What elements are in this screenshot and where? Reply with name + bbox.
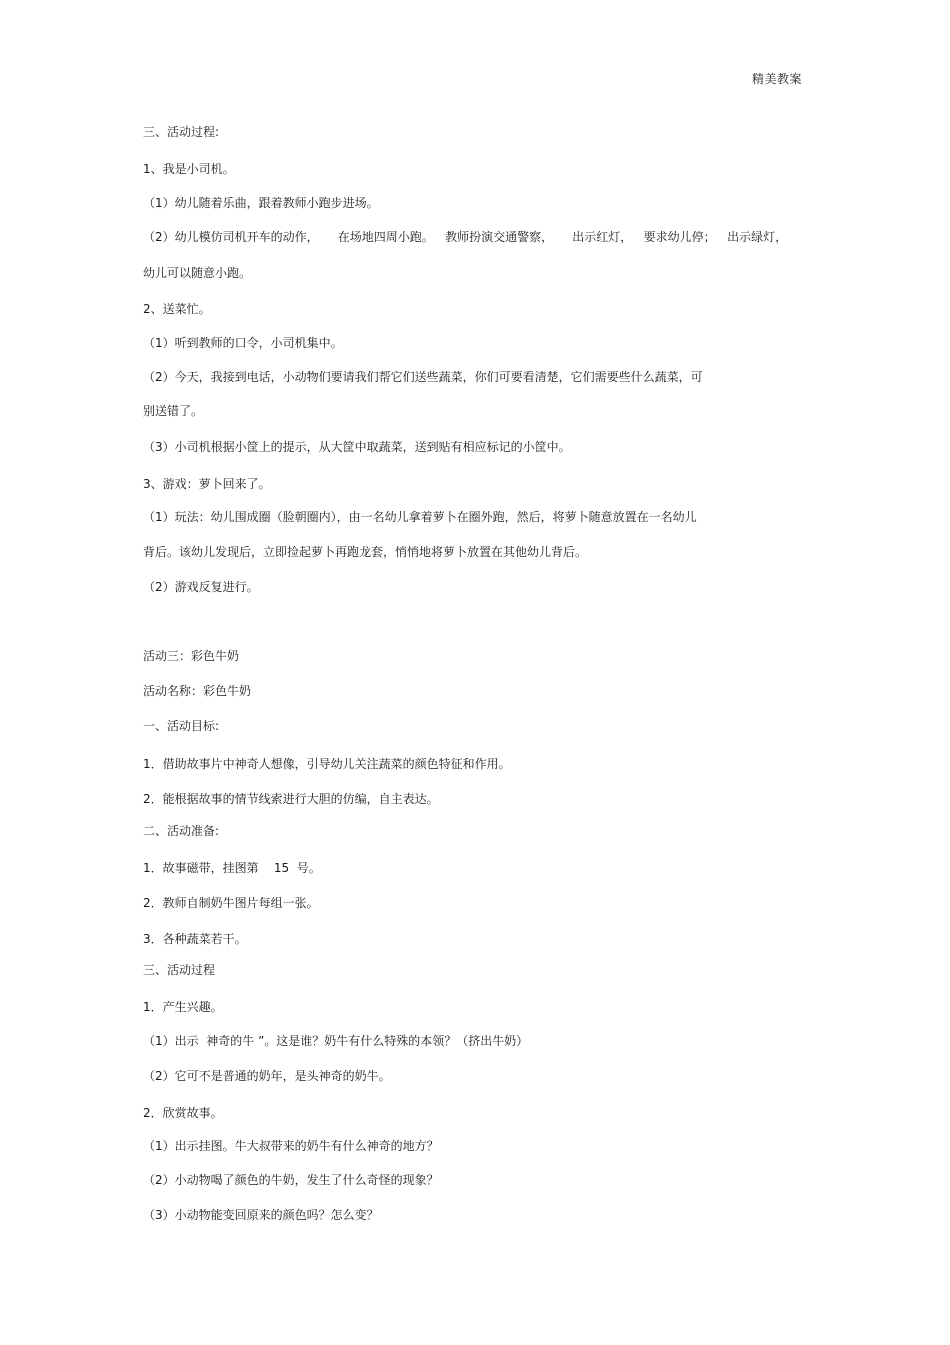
text-line: 背后。该幼儿发现后，立即捡起萝卜再跑龙套，悄悄地将萝卜放置在其他幼儿背后。 [143, 545, 588, 559]
text-line: （1）幼儿随着乐曲，跟着教师小跑步进场。 [143, 196, 379, 210]
text-line: （2）小动物喝了颜色的牛奶，发生了什么奇怪的现象？ [143, 1173, 439, 1187]
text-line: 活动名称：彩色牛奶 [143, 684, 252, 698]
text-line: 1、我是小司机。 [143, 162, 235, 176]
text-line: 1．借助故事片中神奇人想像，引导幼儿关注蔬菜的颜色特征和作用。 [143, 757, 511, 771]
text-line: 三、活动过程: [143, 125, 220, 139]
text-line: 3、游戏：萝卜回来了。 [143, 477, 271, 491]
text-line: 2．欣赏故事。 [143, 1106, 223, 1120]
text-line: 2．教师自制奶牛图片每组一张。 [143, 896, 319, 910]
text-line: （2）游戏反复进行。 [143, 580, 259, 594]
text-line: 2．能根据故事的情节线索进行大胆的仿编，自主表达。 [143, 792, 439, 806]
text-line: 1．故事磁带，挂图第 15 号。 [143, 861, 321, 875]
page-header: 精美教案 [751, 72, 802, 86]
text-line: （1）听到教师的口令，小司机集中。 [143, 336, 343, 350]
text-line: （3）小动物能变回原来的颜色吗？怎么变？ [143, 1208, 379, 1222]
text-line: （2）它可不是普通的奶年，是头神奇的奶牛。 [143, 1069, 391, 1083]
text-line: 三、活动过程 [143, 963, 216, 977]
text-line: （2）幼儿模仿司机开车的动作， 在场地四周小跑。 教师扮演交通警察， 出示红灯， 要求幼儿停； 出示绿灯， [143, 230, 788, 244]
text-line: 2、送菜忙。 [143, 302, 211, 316]
text-line: 二、活动准备: [143, 824, 220, 838]
text-line: （3）小司机根据小筐上的提示，从大筐中取蔬菜，送到贴有相应标记的小筐中。 [143, 440, 571, 454]
text-line: 幼儿可以随意小跑。 [143, 266, 252, 280]
text-line: （1）出示挂图。牛大叔带来的奶牛有什么神奇的地方？ [143, 1139, 439, 1153]
text-line: （1）玩法：幼儿围成圈（脸朝圈内），由一名幼儿拿着萝卜在圈外跑，然后，将萝卜随意放置在一名幼儿 [143, 510, 697, 524]
text-line: 3．各种蔬菜若干。 [143, 932, 247, 946]
text-line: 1．产生兴趣。 [143, 1000, 223, 1014]
text-line: （2）今天，我接到电话，小动物们要请我们帮它们送些蔬菜，你们可要看清楚，它们需要些什么蔬菜，可 [143, 370, 703, 384]
text-line: （1）出示 神奇的牛 ”。这是谁？奶牛有什么特殊的本领？（挤出牛奶） [143, 1034, 529, 1048]
text-line: 别送错了。 [143, 404, 204, 418]
text-line: 一、活动目标: [143, 719, 220, 733]
section-title: 活动三：彩色牛奶 [143, 649, 240, 663]
